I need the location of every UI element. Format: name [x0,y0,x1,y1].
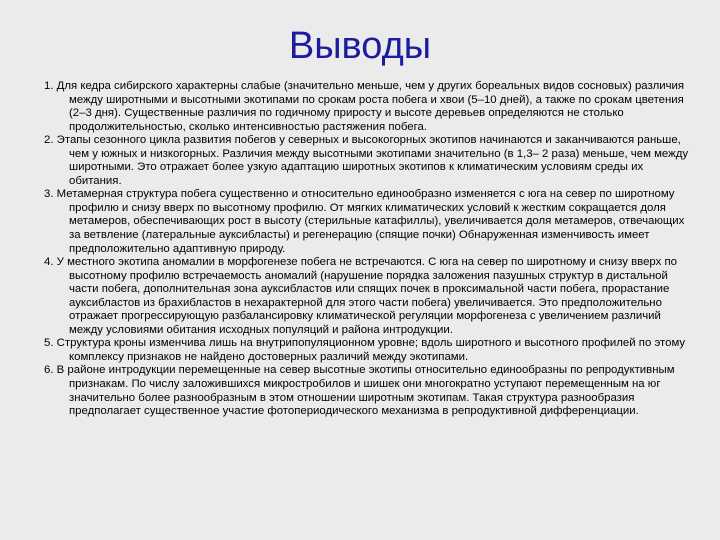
item-number: 2. [44,134,54,147]
item-text: У местного экотипа аномалии в морфогенезе побега не встречаются. С юга на север по широтному и снизу вверх по высотному профилю встречаемость аномалий (нарушение порядка заложения пазушных структур в дистальной части побега, дополнительная зона ауксибластов или спящих почек в проксимальной части побега, прорастание ауксибластов из брахибластов в нехарактерной для этого части побега) увеличивается. Это предположительно отражает прогрессирующую разбалансировку климатической регуляции морфогенеза с увеличением различий между условиями обитания исходных популяций и района интродукции. [56,256,678,336]
item-number: 1. [44,80,54,92]
item-number: 3. [44,188,54,201]
list-item [44,188,692,256]
list-item [44,80,692,134]
item-text: В районе интродукции перемещенные на север высотные экотипы относительно единообразны по репродуктивным признакам. По числу заложившихся микростробилов и шишек они многократно уступают перемещенным на юг значительно более разнообразным в этом отношении широтным экотипам. Такая структура разнообразия предполагает существенное участие фотопериодического механизма в репродуктивной дифференциации. [56,364,675,418]
list-item [44,256,692,337]
conclusions-list [44,80,692,419]
item-number: 5. [44,337,54,350]
item-text: Метамерная структура побега существенно и относительно единообразно изменяется с юга на север по широтному профилю и снизу вверх по высотному профилю. От мягких климатических условий к жестким сокращается доля метамеров, обеспечивающих рост в высоту (стерильные катафиллы), увеличивается доля метамеров, отвечающих за ветвление (латеральные ауксибласты) и регенерацию (спящие почки) Обнаруженная изменчивость имеет предположительно адаптивную природу. [56,188,685,255]
item-text: Структура кроны изменчива лишь на внутрипопуляционном уровне; вдоль широтного и высотного профилей по этому комплексу признаков не найдено достоверных различий между экотипами. [56,337,686,363]
list-item [44,134,692,188]
item-text: Этапы сезонного цикла развития побегов у северных и высокогорных экотипов начинаются и заканчиваются раньше, чем у южных и низкогорных. Различия между высотными экотипами значительно (в 1,3– 2 раза) меньше, чем между широтными. Это отражает более узкую адаптацию широтных экотипов к климатическим условиям среды их обитания. [56,134,689,187]
list-item [44,364,692,418]
item-text: Для кедра сибирского характерны слабые (значительно меньше, чем у других бореальных видов сосновых) различия между широтными и высотными экотипами по срокам роста побега и хвои (5–10 дней), а также по срокам цветения (2–3 дня). Существенные различия по годичному приросту и высоте деревьев определяются не столько продолжительностью, сколько интенсивностью растяжения побега. [56,80,685,133]
item-number: 6. [44,364,54,377]
list-item [44,337,692,364]
slide-title: Выводы [288,25,432,67]
item-number: 4. [44,256,54,269]
